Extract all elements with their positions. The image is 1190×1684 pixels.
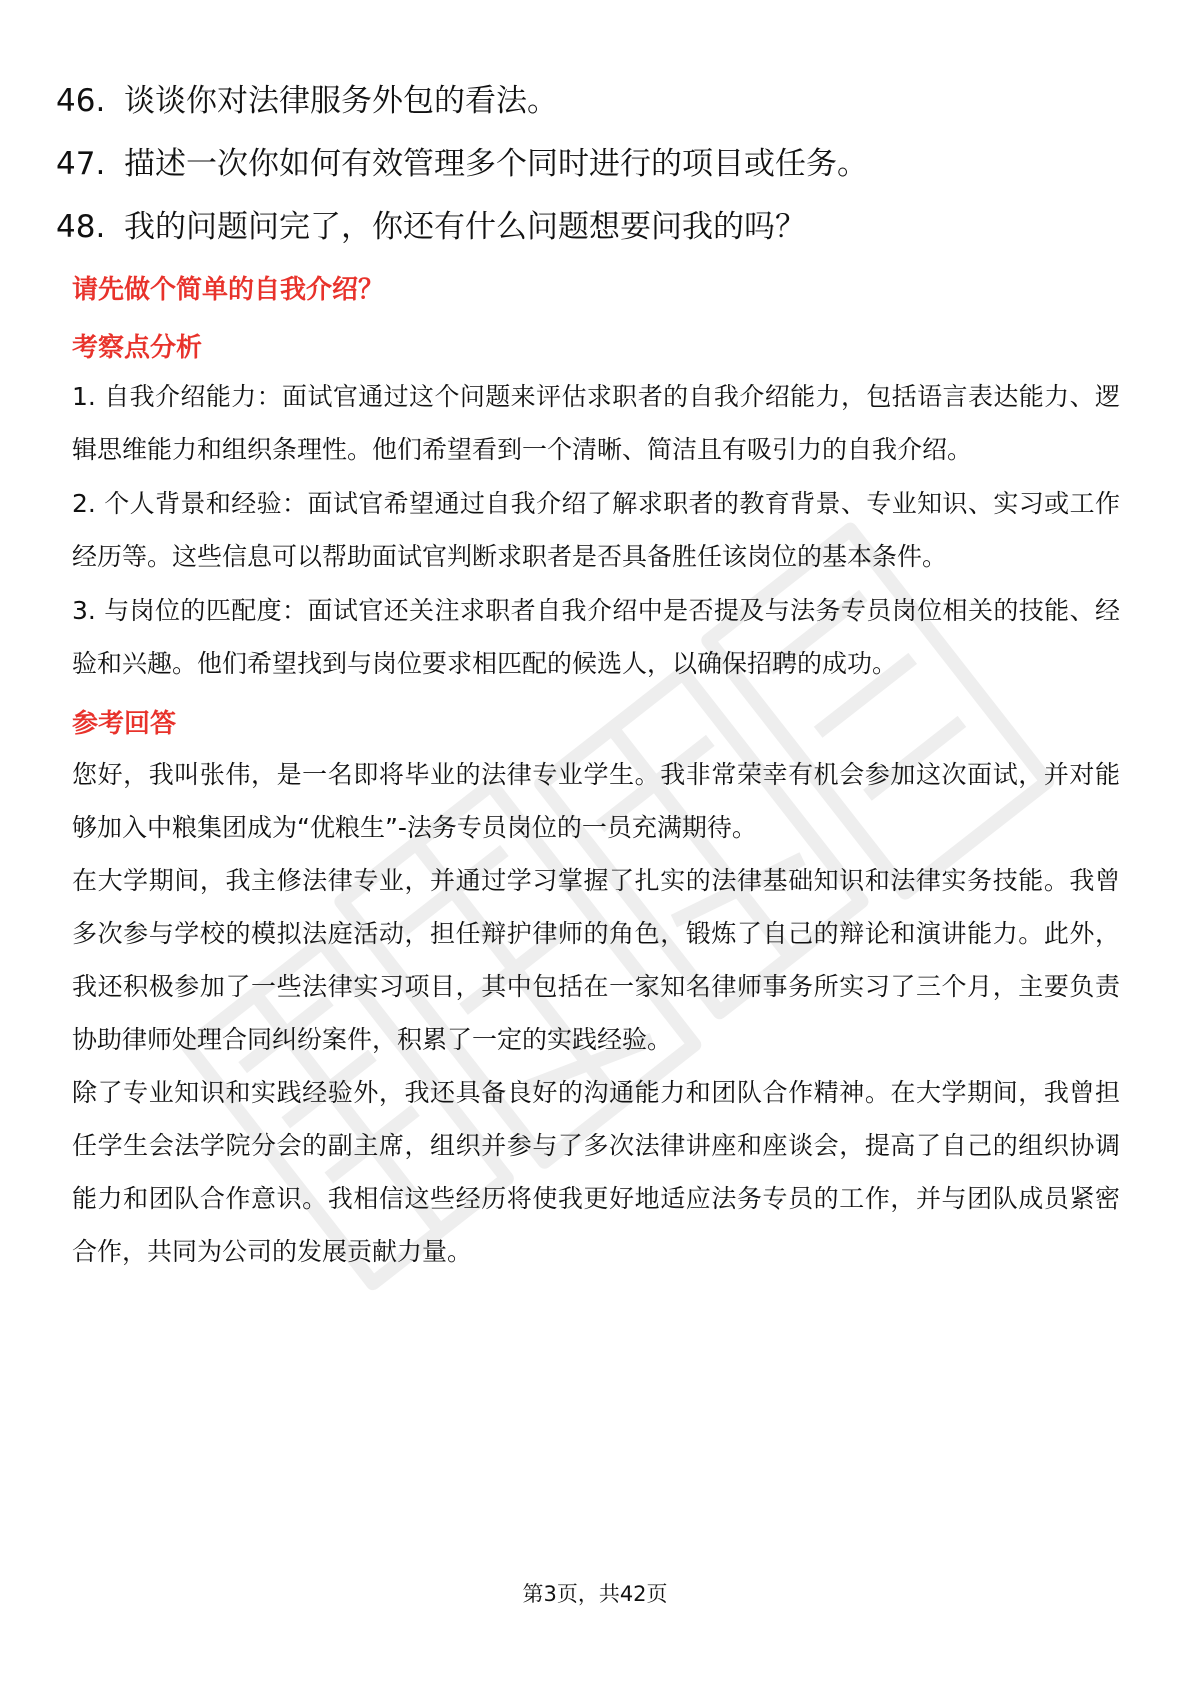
main-content (72, 270, 1120, 1278)
analysis-point: 3. 与岗位的匹配度：面试官还关注求职者自我介绍中是否提及与法务专员岗位相关的技能、经验和兴趣。他们希望找到与岗位要求相匹配的候选人，以确保招聘的成功。 (72, 596, 1120, 678)
page-footer: 第3页，共42页 (522, 1582, 668, 1606)
analysis-point: 2. 个人背景和经验：面试官希望通过自我介绍了解求职者的教育背景、专业知识、实习或工作经历等。这些信息可以帮助面试官判断求职者是否具备胜任该岗位的基本条件。 (72, 489, 1120, 571)
answer-paragraph: 在大学期间，我主修法律专业，并通过学习掌握了扎实的法律基础知识和法律实务技能。我曾多次参与学校的模拟法庭活动，担任辩护律师的角色，锻炼了自己的辩论和演讲能力。此外，我还积极参加了一些法律实习项目，其中包括在一家知名律师事务所实习了三个月，主要负责协助律师处理合同纠纷案件，积累了一定的实践经验。 (72, 866, 1120, 1054)
analysis-section (72, 370, 1120, 690)
question-list (56, 70, 1136, 259)
answer-paragraph: 除了专业知识和实践经验外，我还具备良好的沟通能力和团队合作精神。在大学期间，我曾担任学生会法学院分会的副主席，组织并参与了多次法律讲座和座谈会，提高了自己的组织协调能力和团队合作意识。我相信这些经历将使我更好地适应法务专员的工作，并与团队成员紧密合作，共同为公司的发展贡献力量。 (72, 1078, 1120, 1266)
question-text: 谈谈你对法律服务外包的看法。 (124, 83, 558, 119)
analysis-heading: 考察点分析 (72, 333, 203, 363)
answer-heading: 参考回答 (72, 709, 177, 739)
analysis-point: 1. 自我介绍能力：面试官通过这个问题来评估求职者的自我介绍能力，包括语言表达能力、逻辑思维能力和组织条理性。他们希望看到一个清晰、简洁且有吸引力的自我介绍。 (72, 382, 1120, 464)
question-item (56, 70, 1136, 133)
answer-paragraph: 您好，我叫张伟，是一名即将毕业的法律专业学生。我非常荣幸有机会参加这次面试，并对能够加入中粮集团成为“优粮生”-法务专员岗位的一员充满期待。 (72, 760, 1120, 842)
question-text: 描述一次你如何有效管理多个同时进行的项目或任务。 (124, 146, 868, 182)
question-text: 我的问题问完了，你还有什么问题想要问我的吗？ (124, 209, 806, 245)
question-number: 48. (56, 209, 106, 245)
question-item (56, 133, 1136, 196)
question-number: 46. (56, 83, 106, 119)
answer-section (72, 748, 1120, 1278)
question-item (56, 196, 1136, 259)
question-heading: 请先做个简单的自我介绍？ (72, 275, 385, 305)
question-number: 47. (56, 146, 106, 182)
